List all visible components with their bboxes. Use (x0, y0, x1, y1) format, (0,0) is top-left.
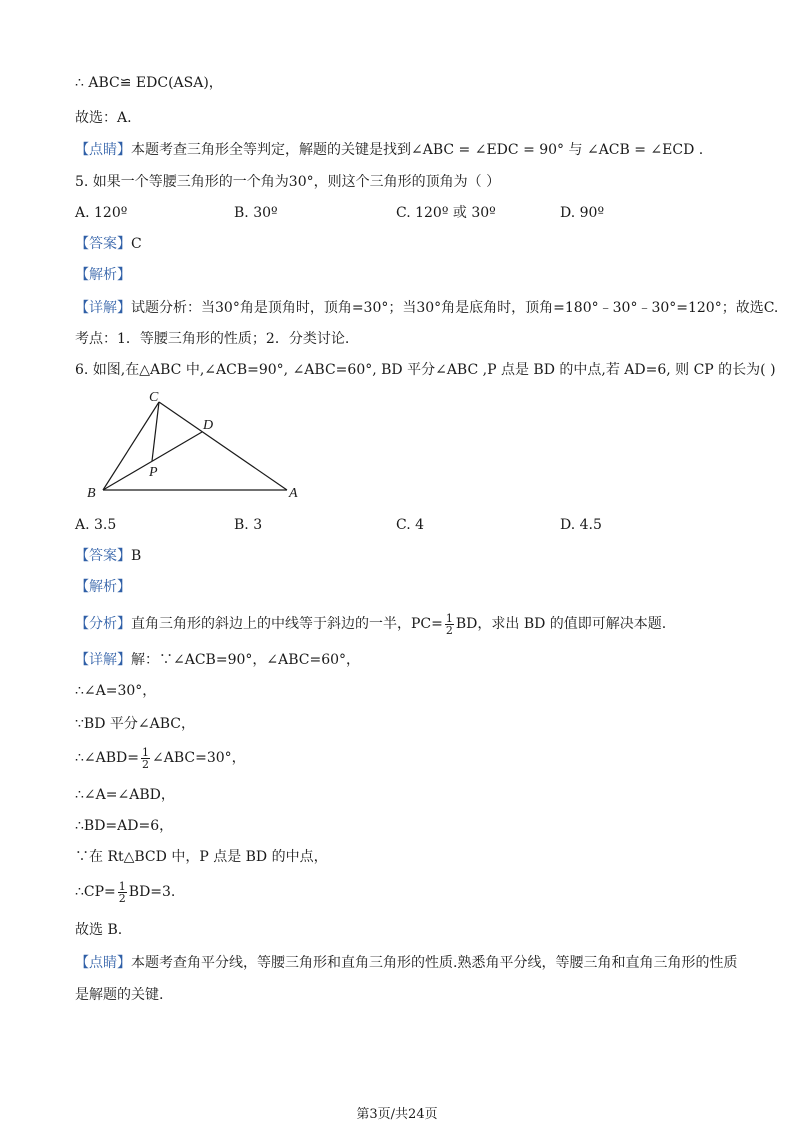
fenxi-text-post: BD，求出 BD 的值即可解决本题. (455, 616, 667, 632)
step-1: ∴∠A=30°， (75, 683, 157, 699)
q6-option-c: C. 4 (396, 517, 425, 533)
q5-option-a: A. 120º (75, 205, 128, 221)
step-7-post: BD=3. (128, 884, 176, 900)
line-3 (75, 140, 703, 160)
label-a: A (289, 486, 298, 501)
step-3-pre: ∴∠ABD= (75, 750, 139, 766)
q5-answer (75, 234, 142, 254)
q5-detail (75, 298, 778, 318)
q5-option-c: C. 120º 或 30º (396, 205, 496, 221)
fraction-one-half: $\frac{1}{2}$ (445, 611, 453, 637)
q6-option-b: B. 3 (234, 517, 263, 533)
triangle-figure (75, 385, 315, 505)
q5-option-d: D. 90º (560, 205, 605, 221)
detail-tag: 【详解】 (75, 300, 131, 316)
label-b: B (87, 486, 96, 501)
step-4: ∴∠A=∠ABD， (75, 787, 175, 803)
fraction-one-half: $\frac{1}{2}$ (118, 879, 126, 905)
q6-dianjing-cont: 是解题的关键. (75, 987, 164, 1003)
page-footer: 第3页/共24页 (356, 1107, 438, 1122)
step-7 (75, 878, 175, 906)
answer-value: B (131, 548, 142, 564)
q6-answer (75, 546, 141, 566)
step-5: ∴BD=AD=6， (75, 818, 174, 834)
q6-option-a: A. 3.5 (75, 517, 117, 533)
dianjing-tag: 【点睛】 (75, 955, 131, 971)
step-6: ∵在 Rt△BCD 中，P 点是 BD 的中点， (75, 849, 328, 865)
detail-text: 解：∵∠ACB=90°，∠ABC=60°， (131, 652, 361, 668)
q6-fenxi (75, 610, 666, 638)
step-7-pre: ∴CP= (75, 884, 116, 900)
line-2: 故选：A. (75, 110, 132, 126)
q6-analysis-tag: 【解析】 (75, 579, 131, 595)
answer-tag: 【答案】 (75, 236, 131, 252)
answer-tag: 【答案】 (75, 548, 131, 564)
line-1: ∴ ABC≌ EDC(ASA)， (75, 75, 223, 91)
label-d: D (203, 418, 214, 433)
q6-option-d: D. 4.5 (560, 517, 602, 533)
fenxi-text-pre: 直角三角形的斜边上的中线等于斜边的一半，PC= (131, 616, 443, 632)
answer-value: C (131, 236, 142, 252)
label-p: P (149, 465, 158, 480)
fenxi-tag: 【分析】 (75, 616, 131, 632)
question-6: 6. 如图,在△ABC 中,∠ACB=90°, ∠ABC=60°, BD 平分∠ABC ,P 点是 BD 的中点,若 AD=6, 则 CP 的长为( ) (75, 362, 776, 378)
q5-kaodian: 考点：1．等腰三角形的性质；2．分类讨论. (75, 331, 350, 347)
fraction-one-half: $\frac{1}{2}$ (142, 745, 149, 771)
dianjing-text: 本题考查三角形全等判定，解题的关键是找到∠ABC = ∠EDC = 90° 与 ∠ACB = ∠ECD . (131, 142, 704, 158)
step-3-post: ∠ABC=30°， (152, 750, 246, 766)
q6-dianjing (75, 953, 737, 973)
step-2: ∵BD 平分∠ABC， (75, 716, 195, 732)
dianjing-tag: 【点睛】 (75, 142, 131, 158)
label-c: C (149, 390, 159, 405)
q5-analysis-tag: 【解析】 (75, 267, 131, 283)
step-8: 故选 B. (75, 922, 123, 938)
q6-detail (75, 650, 360, 670)
step-3 (75, 744, 246, 772)
detail-tag: 【详解】 (75, 652, 131, 668)
question-5: 5. 如果一个等腰三角形的一个角为30°，则这个三角形的顶角为（ ） (75, 174, 501, 190)
dianjing-text: 本题考查角平分线，等腰三角形和直角三角形的性质.熟悉角平分线，等腰三角和直角三角形的性质 (131, 955, 738, 971)
q5-option-b: B. 30º (234, 205, 278, 221)
detail-text: 试题分析：当30°角是顶角时，顶角=30°；当30°角是底角时，顶角=180°﹣30°﹣30°=120°；故选C. (131, 300, 779, 316)
